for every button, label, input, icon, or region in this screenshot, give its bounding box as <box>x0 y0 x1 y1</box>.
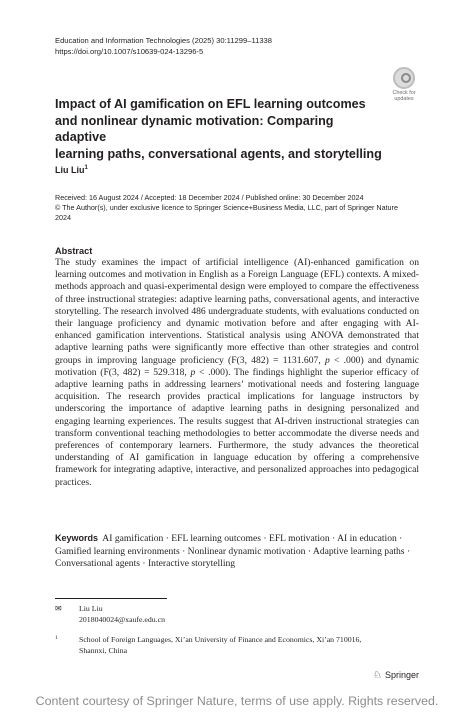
courtesy-notice: Content courtesy of Springer Nature, terms of use apply. Rights reserved. <box>35 694 439 708</box>
copyright-year: 2024 <box>55 213 71 223</box>
badge-label: Check for updates <box>392 90 416 102</box>
corresponding-name: Liu Liu <box>79 604 103 613</box>
received-accepted-published: Received: 16 August 2024 / Accepted: 18 December 2024 / Published online: 30 December 2024 <box>55 193 364 202</box>
author-name: Liu Liu$^1$ <box>55 165 88 175</box>
affiliation-number: 1 <box>55 635 58 641</box>
publisher-logo <box>373 670 419 681</box>
keywords-section <box>55 532 419 571</box>
abstract-heading: Abstract <box>55 246 93 256</box>
affiliation-line2: Shannxi, China <box>79 646 128 655</box>
envelope-icon: ✉ <box>55 604 62 613</box>
doi-link[interactable]: https://doi.org/10.1007/s10639-024-13296-5 <box>55 46 204 56</box>
affiliation-line1: School of Foreign Languages, Xi’an University of Finance and Economics, Xi’an 710016, <box>79 635 362 644</box>
journal-citation: Education and Information Technologies (2025) 30:11299–11338 <box>55 36 273 45</box>
footnote-divider <box>55 598 167 599</box>
check-updates-icon <box>393 67 415 89</box>
check-for-updates-badge[interactable] <box>387 67 421 103</box>
horse-icon: ♘ <box>373 670 382 681</box>
publication-dates <box>55 193 425 224</box>
corresponding-author <box>55 603 165 625</box>
affiliation <box>55 634 425 656</box>
article-title: Impact of AI gamification on EFL learning outcomes and nonlinear dynamic motivation: Comparing adaptive learning paths, conversational agents, and storytelling <box>55 97 382 161</box>
keywords-list: AI gamification · EFL learning outcomes · EFL motivation · AI in education · Gamified learning environments · Nonlinear dynamic motivation · Adaptive learning paths · Conversational agents · Interactive storytelling <box>55 533 411 570</box>
publisher-name: Springer <box>384 670 419 680</box>
copyright-line: © The Author(s), under exclusive licence to Springer Science+Business Media, LLC, part of Springer Nature <box>55 203 398 213</box>
journal-header <box>55 36 272 57</box>
corresponding-email[interactable]: 2018040024@xaufe.edu.cn <box>79 615 165 624</box>
keywords-label: Keywords <box>55 533 99 543</box>
author-affiliation-marker: 1 <box>84 165 88 171</box>
abstract-body: The study examines the impact of artificial intelligence (AI)-enhanced gamification on learning outcomes and motivation in English as a Foreign Language (EFL) contexts. A mixed-methods approach and quasi-experimental design were employed to compare the effectiveness of three instructional strategies: adaptive learning paths, conversational agents, and interactive storytelling. The research involved 486 undergraduate students, with evaluations conducted on their language proficiency and dynamic motivation before and after engaging with AI-enhanced gamification interventions. Statistical analysis using ANOVA demonstrated that adaptive learning paths were significantly more effective than other strategies and control groups in improving language proficiency (F(3, 482) = 1131.607, p < .000) and dynamic motivation (F(3, 482) = 529.318, p < .000). The findings highlight the superior efficacy of adaptive learning paths in addressing learners’ motivational needs and fostering language acquisition. The research provides practical implications for language instructors by underscoring the importance of adaptive learning paths in designing personalized and engaging learning experiences. The results suggest that AI-driven instructional strategies can transform conventional teaching methodologies to better accommodate the diverse needs and preferences of contemporary learners. Furthermore, the study advances the theoretical understanding of AI gamification in language education by offering a comprehensive framework for integrating adaptive, interactive, and personalized approaches into pedagogical practices. <box>55 257 420 488</box>
